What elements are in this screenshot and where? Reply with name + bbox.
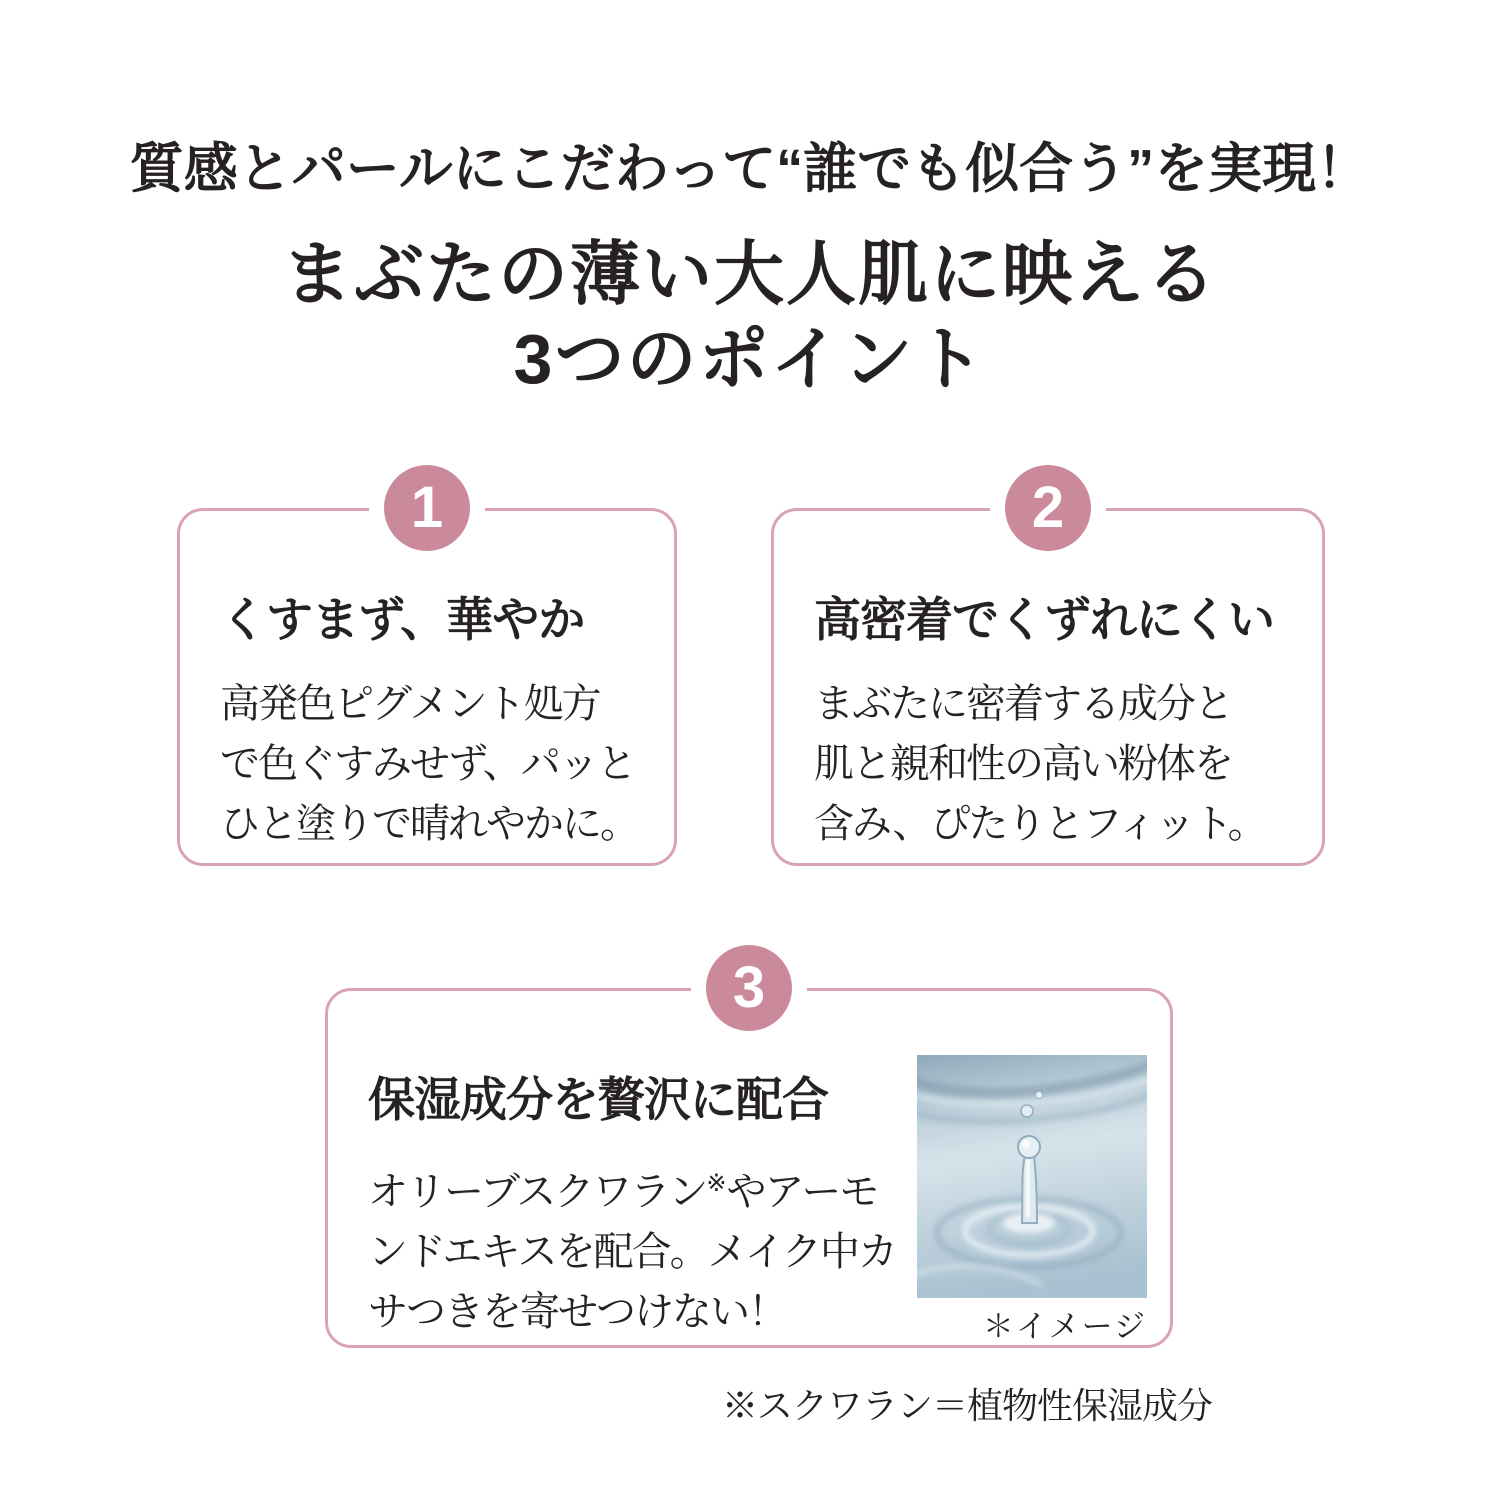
footnote: ※スクワラン＝植物性保湿成分 [722,1385,1213,1426]
point-1-badge: 1 [384,465,470,551]
point-3-body-line-1-text: オリーブスクワラン [368,1170,707,1214]
point-2-body-line-3: 含み、ぴたりとフィット。 [814,802,1266,846]
point-card-2 [771,475,1325,866]
point-3-title: 保湿成分を贅沢に配合 [368,1073,828,1126]
reference-mark: ※ [706,1170,727,1197]
point-2-body-line-1: まぶたに密着する成分と [814,682,1232,726]
point-1-badge-wrap [369,465,485,551]
point-2-body-line-2: 肌と親和性の高い粉体を [814,742,1232,786]
point-3-badge: 3 [706,945,792,1031]
point-card-3 [325,955,1173,1348]
image-caption: ＊イメージ [982,1309,1147,1344]
point-2-badge-wrap [990,465,1106,551]
point-3-body-line-2: ンドエキスを配合。メイク中カ [368,1230,896,1274]
water-drop-illustration [917,1055,1147,1298]
point-3-body-line-3: サつきを寄せつけない！ [368,1290,786,1334]
point-2-badge: 2 [1005,465,1091,551]
point-2-body [814,674,1286,854]
point-1-body-line-3: ひと塗りで晴れやかに。 [220,802,638,846]
page-title-line-1: まぶたの薄い大人肌に映える [282,235,1218,313]
point-2-title: 高密着でくずれにくい [814,593,1274,646]
water-drop-image [917,1055,1147,1298]
page-title [0,232,1500,402]
point-3-badge-wrap [691,945,807,1031]
point-1-body-line-2: で色ぐすみせず、パッと [220,742,635,786]
page-title-line-2: 3つのポイント [513,320,987,398]
point-3-body-line-1-rest: やアーモ [726,1170,878,1214]
point-1-title: くすまず、華やか [220,593,585,646]
point-1-body [220,674,638,854]
point-1-body-line-1: 高発色ピグメント処方 [220,682,600,726]
tagline: 質感とパールにこだわって“誰でも似合う”を実現！ [129,139,1371,199]
point-card-1 [177,475,677,866]
